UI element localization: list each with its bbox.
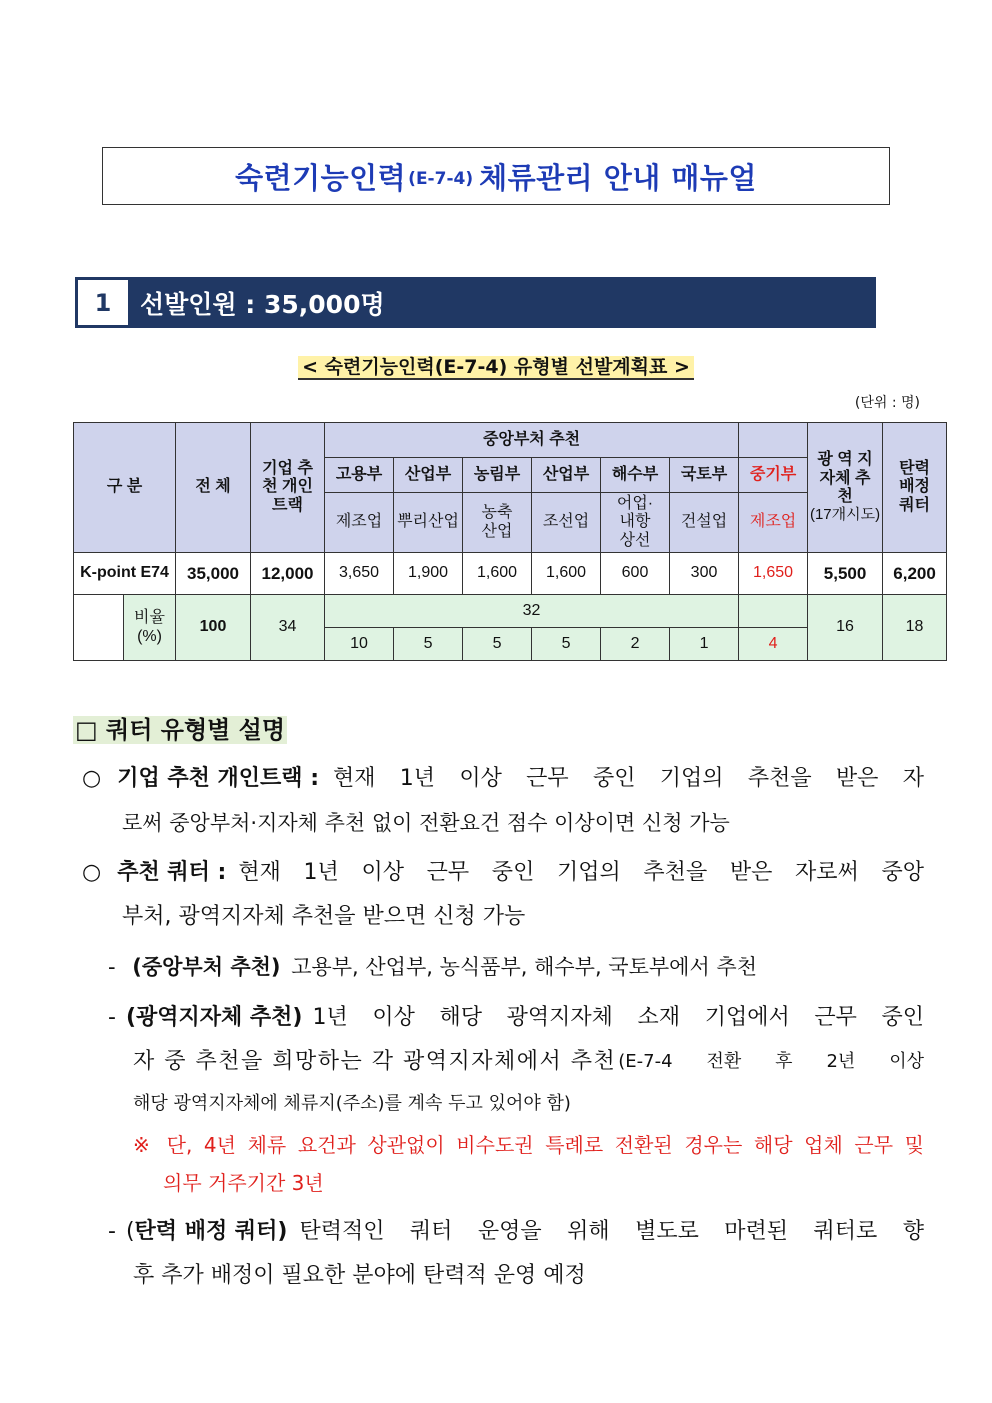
row-label: K-point E74 [74, 553, 176, 595]
industry-name: 어업· 내항 상선 [601, 493, 670, 553]
ratio-total: 100 [176, 595, 251, 661]
item-recommend-quota: ○ 추천 쿼터 : 현재 1년 이상 근무 중인 기업의 추천을 받은 자로써 중앙 부처, 광역지자체 추천을 받으면 신청 가능 [82, 860, 924, 929]
title-rest: 체류관리 안내 매뉴얼 [479, 160, 757, 195]
ratio-ministry: 5 [394, 628, 463, 661]
industry-name: 건설업 [670, 493, 739, 553]
ministry-value: 1,600 [532, 553, 601, 595]
document-title [102, 147, 890, 205]
section-number: 1 [78, 280, 128, 325]
industry-name: 뿌리산업 [394, 493, 463, 553]
quota-heading: □ 쿼터 유형별 설명 [75, 716, 286, 744]
header-company-track: 기업 추천 개인 트랙 [251, 423, 325, 553]
item-regional: - (광역지자체 추천) 1년 이상 해당 광역지자체 소재 기업에서 근무 중인 자 중 추천을 희망하는 각 광역지자체에서 추천 (E-7-4 전환 후 2년 이상 해당 광역지자체에 체류지(주소)를 계속 두고 있어야 함) [108, 1005, 924, 1114]
industry-name: 농축 산업 [463, 493, 532, 553]
ratio-ministry: 1 [670, 628, 739, 661]
ministry-name: 국토부 [670, 458, 739, 493]
item-company-track: ○ 기업 추천 개인트랙 : 현재 1년 이상 근무 중인 기업의 추천을 받은 자 로써 중앙부처·지자체 추천 없이 전환요건 점수 이상이면 신청 가능 [82, 766, 924, 835]
item-central: - (중앙부처 추천) 고용부, 산업부, 농식품부, 해수부, 국토부에서 추천 [108, 955, 757, 979]
industry-name: 제조업 [325, 493, 394, 553]
header-flex: 탄력 배정 쿼터 [883, 423, 947, 553]
title-code: (E-7-4) [408, 169, 474, 189]
header-central: 중앙부처 추천 [325, 423, 739, 458]
ministry-value: 600 [601, 553, 670, 595]
flex-value: 6,200 [883, 553, 947, 595]
ratio-ministry: 10 [325, 628, 394, 661]
title-main: 숙련기능인력 [235, 160, 407, 195]
ratio-ministry: 5 [532, 628, 601, 661]
section-header [75, 277, 876, 328]
ministry-name: 산업부 [532, 458, 601, 493]
selection-plan-table [73, 422, 947, 661]
ministry-value: 1,900 [394, 553, 463, 595]
company-value: 12,000 [251, 553, 325, 595]
ministry-name: 중기부 [739, 458, 808, 493]
ministry-value: 1,650 [739, 553, 808, 595]
ratio-central-sum: 32 [325, 595, 739, 628]
industry-name: 조선업 [532, 493, 601, 553]
ratio-regional: 16 [808, 595, 883, 661]
header-category: 구 분 [74, 423, 176, 553]
ratio-ministry: 4 [739, 628, 808, 661]
ministry-value: 3,650 [325, 553, 394, 595]
header-regional: 광 역 지자체 추 천 (17개시도) [808, 423, 883, 553]
ratio-flex: 18 [883, 595, 947, 661]
regional-value: 5,500 [808, 553, 883, 595]
ratio-label: 비율 (%) [124, 595, 176, 661]
industry-name: 제조업 [739, 493, 808, 553]
ministry-name: 산업부 [394, 458, 463, 493]
section-title: 선발인원 : 35,000명 [140, 289, 385, 319]
ministry-name: 농림부 [463, 458, 532, 493]
ministry-value: 1,600 [463, 553, 532, 595]
ministry-value: 300 [670, 553, 739, 595]
ministry-name: 고용부 [325, 458, 394, 493]
ratio-ministry: 2 [601, 628, 670, 661]
table-title: < 숙련기능인력(E-7-4) 유형별 선발계획표 > [0, 352, 992, 379]
header-total: 전 체 [176, 423, 251, 553]
total-value: 35,000 [176, 553, 251, 595]
ratio-ministry: 5 [463, 628, 532, 661]
unit-label: (단위 : 명) [854, 395, 920, 411]
item-note: ※ 단, 4년 체류 요건과 상관없이 비수도권 특례로 전환된 경우는 해당 업체 근무 및 의무 거주기간 3년 [133, 1133, 924, 1195]
ratio-company: 34 [251, 595, 325, 661]
item-flex: - ( 탄력 배정 쿼터) 탄력적인 쿼터 운영을 위해 별도로 마련된 쿼터로 향 후 추가 배정이 필요한 분야에 탄력적 운영 예정 [108, 1219, 924, 1288]
ministry-name: 해수부 [601, 458, 670, 493]
